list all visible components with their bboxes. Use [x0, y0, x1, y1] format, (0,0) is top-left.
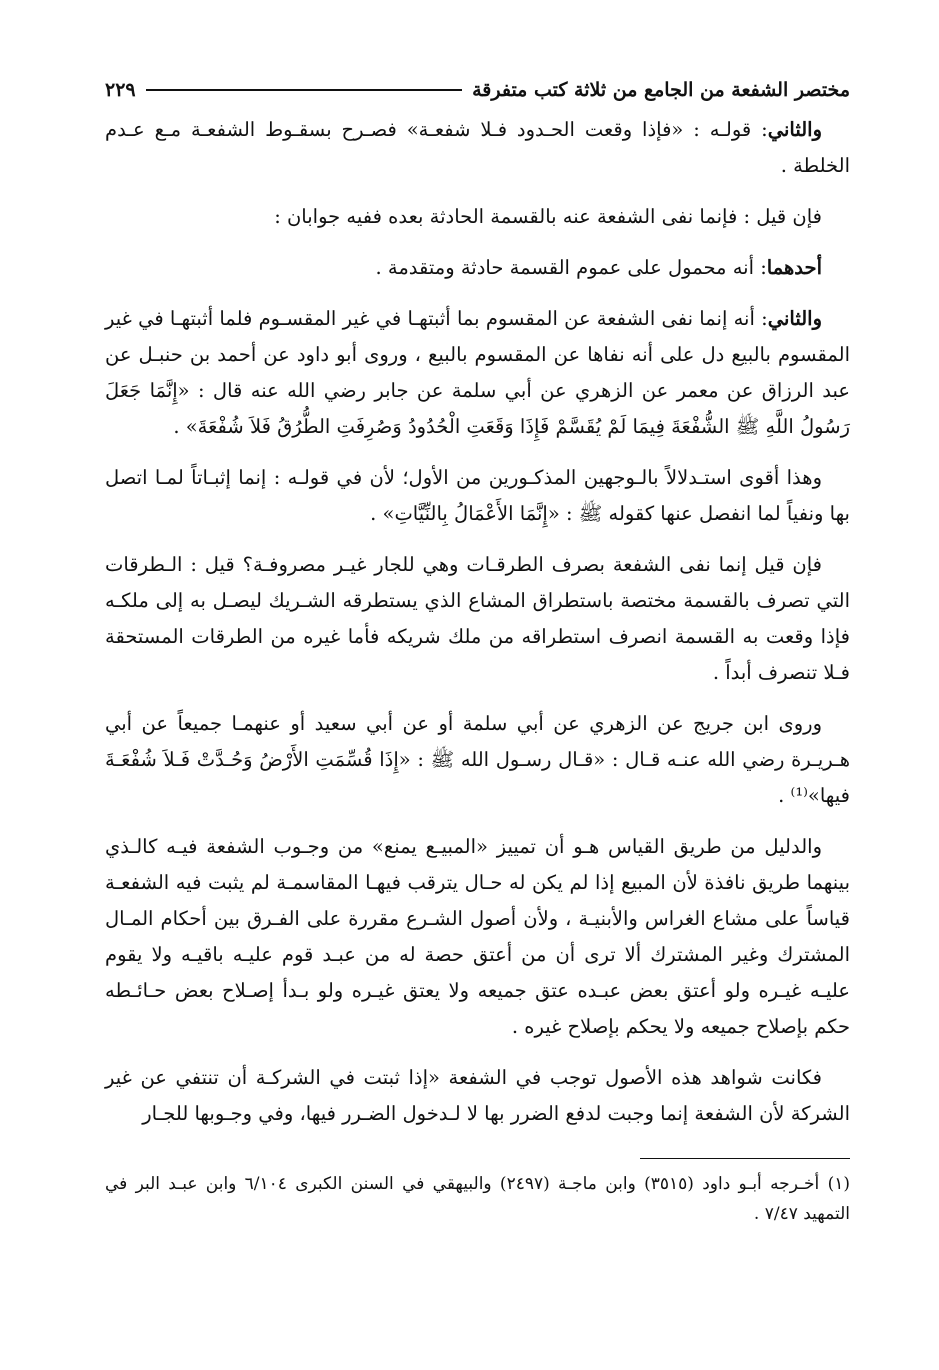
paragraph-text: وهذا أقوى استـدلالاً بالـوجهين المذكـورين من الأول؛ لأن في قولـه : إنما إثبـاتاً لمـا اتصل بها ونفياً لما انفصل عنها كقوله ﷺ : «إِنَّمَا الأَعْمَالُ بِالنِّيَّاتِ» . — [105, 466, 850, 525]
paragraph-text: وروى ابن جريج عن الزهري عن أبي سلمة أو عن أبي سعيد أو عنهمـا جميعاً عن أبي هـريـرة رضي الله عنـه قـال : «قـال رسـول الله ﷺ : «إِذَا قُسِّمَتِ الأَرْضُ وَحُـدَّتْ فَـلاَ شُفْعَـةَ فيها»⁽¹⁾ . — [105, 712, 850, 807]
paragraph-text: : أنه محمول على عموم القسمة حادثة ومتقدمة . — [375, 256, 767, 279]
paragraph-lead: والثاني — [767, 118, 822, 141]
page-number: ٢٢٩ — [105, 79, 136, 101]
paragraph-text: : قولـه : «فإذا وقعت الحـدود فـلا شفعـة» فصـرح بسقـوط الشفعـة مـع عـدم الخلطة . — [105, 118, 850, 177]
header-title: مختصر الشفعة من الجامع من ثلاثة كتب متفرقة — [472, 79, 850, 101]
paragraph-text: فإن قيل إنما نفى الشفعة بصرف الطرقـات وهي للجار غيـر مصروفـة؟ قيل : الـطرقات التي تصرف بالقسمة مختصة باستطراق المشاع الذي يستطرقه الشـريك ليصـل به إلى ملكـه فإذا وقعت به القسمة انصرف استطراقه من ملك شريكه فأما غيره من الطرقات المستحقة فـلا تنصرف أبداً . — [105, 553, 850, 684]
paragraph — [105, 706, 850, 814]
footnote: (١) أخـرجه أبـو داود (٣٥١٥) وابن ماجـة (٢٤٩٧) والبيهقي في السنن الكبرى ٦/١٠٤ وابن عبـد البر في التمهيد ٧/٤٧ . — [105, 1174, 850, 1224]
paragraph-text: : أنه إنما نفى الشفعة عن المقسوم بما أثبتهـا في غير المقسـوم فلما أثبتهـا في غير المقسوم بالبيع دل على أنه نفاها عن المقسوم بالبيع ، وروى أبو داود عن أحمد بن حنبـل عن عبد الرزاق عن معمر عن الزهري عن أبي سلمة عن جابر رضي الله عنه قال : «إِنَّمَا جَعَلَ رَسُولُ اللَّهِ ﷺ الشُّفْعَةَ فِيمَا لَمْ يُقَسَّمْ فَإِذَا وَقَعَتِ الْحُدُودُ وَصُرِفَتِ الطُّرُقُ فَلاَ شُفْعَةَ» . — [105, 307, 850, 438]
paragraph-text: والدليل من طريق القياس هـو أن تمييز «المبيـع يمنع» من وجـوب الشفعة فيـه كالـذي بينهما طريق نافذة لأن المبيع إذا لم يكن له حـال يترقب فيهـا المقاسمـة لم يثبت فيه الشفعـة قياساً على مشاع الغراس والأبنيـة ، ولأن أصول الشـرع مقررة على الفـرق بين أحكام المـال المشترك وغير المشترك ألا ترى أن من أعتق حصة له من عبـد قوم عليـه باقيـه ولا يقوم عليـه غيـره ولو أعتق بعض عبـده عتق جميعه ولا يعتق غيـره ولو بـدأ إصـلاح بعض حـائـطه حكم بإصلاح جميعه ولا يحكم بإصلاح غيره . — [105, 835, 850, 1038]
paragraph — [105, 250, 850, 286]
paragraph — [105, 460, 850, 532]
paragraph — [105, 112, 850, 184]
footnote-divider — [640, 1158, 850, 1159]
main-text — [105, 112, 850, 1132]
paragraph — [105, 829, 850, 1045]
paragraph-lead: أحدهما — [766, 256, 822, 279]
paragraph-lead: والثاني — [767, 307, 822, 330]
paragraph-text: فإن قيل : فإنما نفى الشفعة عنه بالقسمة الحادثة بعده ففيه جوابان : — [274, 205, 822, 228]
header-rule — [146, 89, 462, 91]
paragraph-text: فكانت شواهد هذه الأصول توجب في الشفعة «إذا ثبتت في الشركـة أن تنتفي عن غير الشركة لأن الشفعة إنما وجبت لدفع الضرر بها لا لـدخول الضـرر فيها، وفي وجـوبها للجـار — [105, 1066, 850, 1125]
paragraph — [105, 547, 850, 691]
page — [105, 70, 850, 1229]
paragraph — [105, 301, 850, 445]
paragraph — [105, 199, 850, 235]
paragraph — [105, 1060, 850, 1132]
running-header — [105, 70, 850, 110]
